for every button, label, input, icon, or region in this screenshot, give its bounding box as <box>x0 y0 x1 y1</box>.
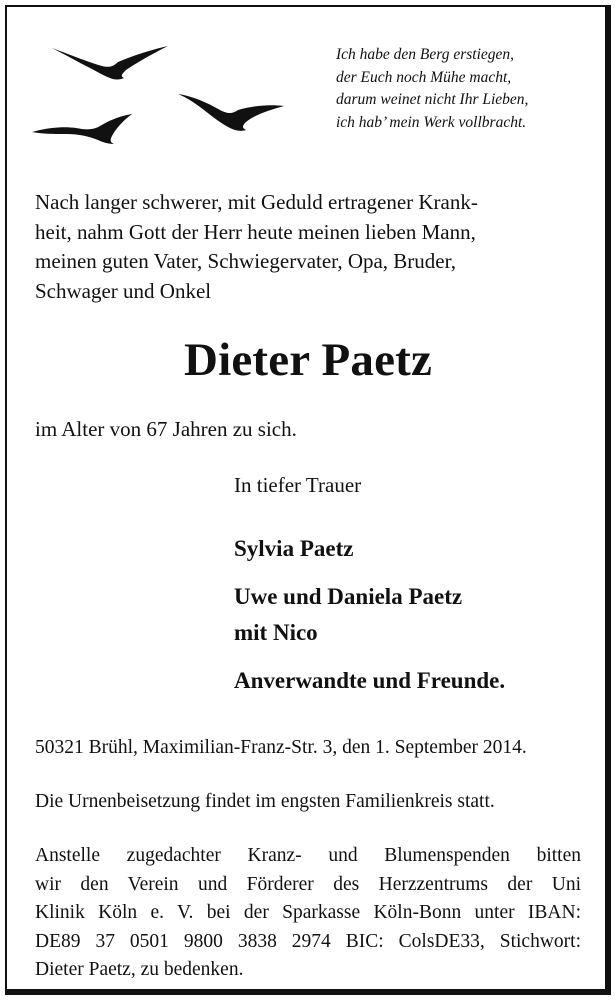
mourner-name: Uwe und Daniela Paetz <box>234 584 463 609</box>
deceased-name: Dieter Paetz <box>183 334 433 386</box>
donation-line: DE89 37 0501 9800 3838 2974 BIC: ColsDE33, Stichwort: <box>35 930 581 952</box>
poem-line: der Euch noch Mühe macht, <box>336 68 512 86</box>
bird-icon-left <box>32 114 132 144</box>
intro-line: meinen guten Vater, Schwiegervater, Opa, Bruder, <box>35 249 457 273</box>
donation-line: wir den Verein und Förderer des Herzzentrums der Uni <box>35 873 581 895</box>
mourning-line: In tiefer Trauer <box>234 473 362 497</box>
intro-line: Schwager und Onkel <box>35 278 212 303</box>
intro-paragraph <box>35 188 585 306</box>
donation-line: Anstelle zugedachter Kranz- und Blumenspenden bitten <box>35 845 581 866</box>
donation-paragraph <box>35 842 581 985</box>
mourner-name: Anverwandte und Freunde. <box>234 668 506 693</box>
burial-notice-line: Die Urnenbeisetzung findet im engsten Familienkreis statt. <box>35 791 495 812</box>
donation-line: Dieter Paetz, zu bedenken. <box>35 959 244 980</box>
frame-shadow-right <box>607 5 611 995</box>
poem-verse <box>336 44 586 134</box>
address-date-line: 50321 Brühl, Maximilian-Franz-Str. 3, den 1. September 2014. <box>35 737 527 758</box>
intro-line: heit, nahm Gott der Herr heute meinen lieben Mann, <box>35 219 476 244</box>
frame-shadow-bottom <box>5 991 611 995</box>
poem-line: darum weinet nicht Ihr Lieben, <box>336 91 529 108</box>
intro-line: Nach langer schwerer, mit Geduld ertragener Krank- <box>35 190 478 214</box>
donation-line: Klinik Köln e. V. bei der Sparkasse Köln-Bonn unter IBAN: <box>35 902 581 923</box>
mourner-name: mit Nico <box>234 620 318 645</box>
mourner-name: Sylvia Paetz <box>234 536 354 561</box>
poem-line: Ich habe den Berg erstiegen, <box>336 46 515 63</box>
bird-icon-right <box>178 94 284 131</box>
poem-line: ich hab’ mein Werk vollbracht. <box>336 113 527 131</box>
bird-icon-top <box>52 46 168 80</box>
bird-silhouette-icon <box>28 32 318 147</box>
age-line: im Alter von 67 Jahren zu sich. <box>35 417 297 441</box>
